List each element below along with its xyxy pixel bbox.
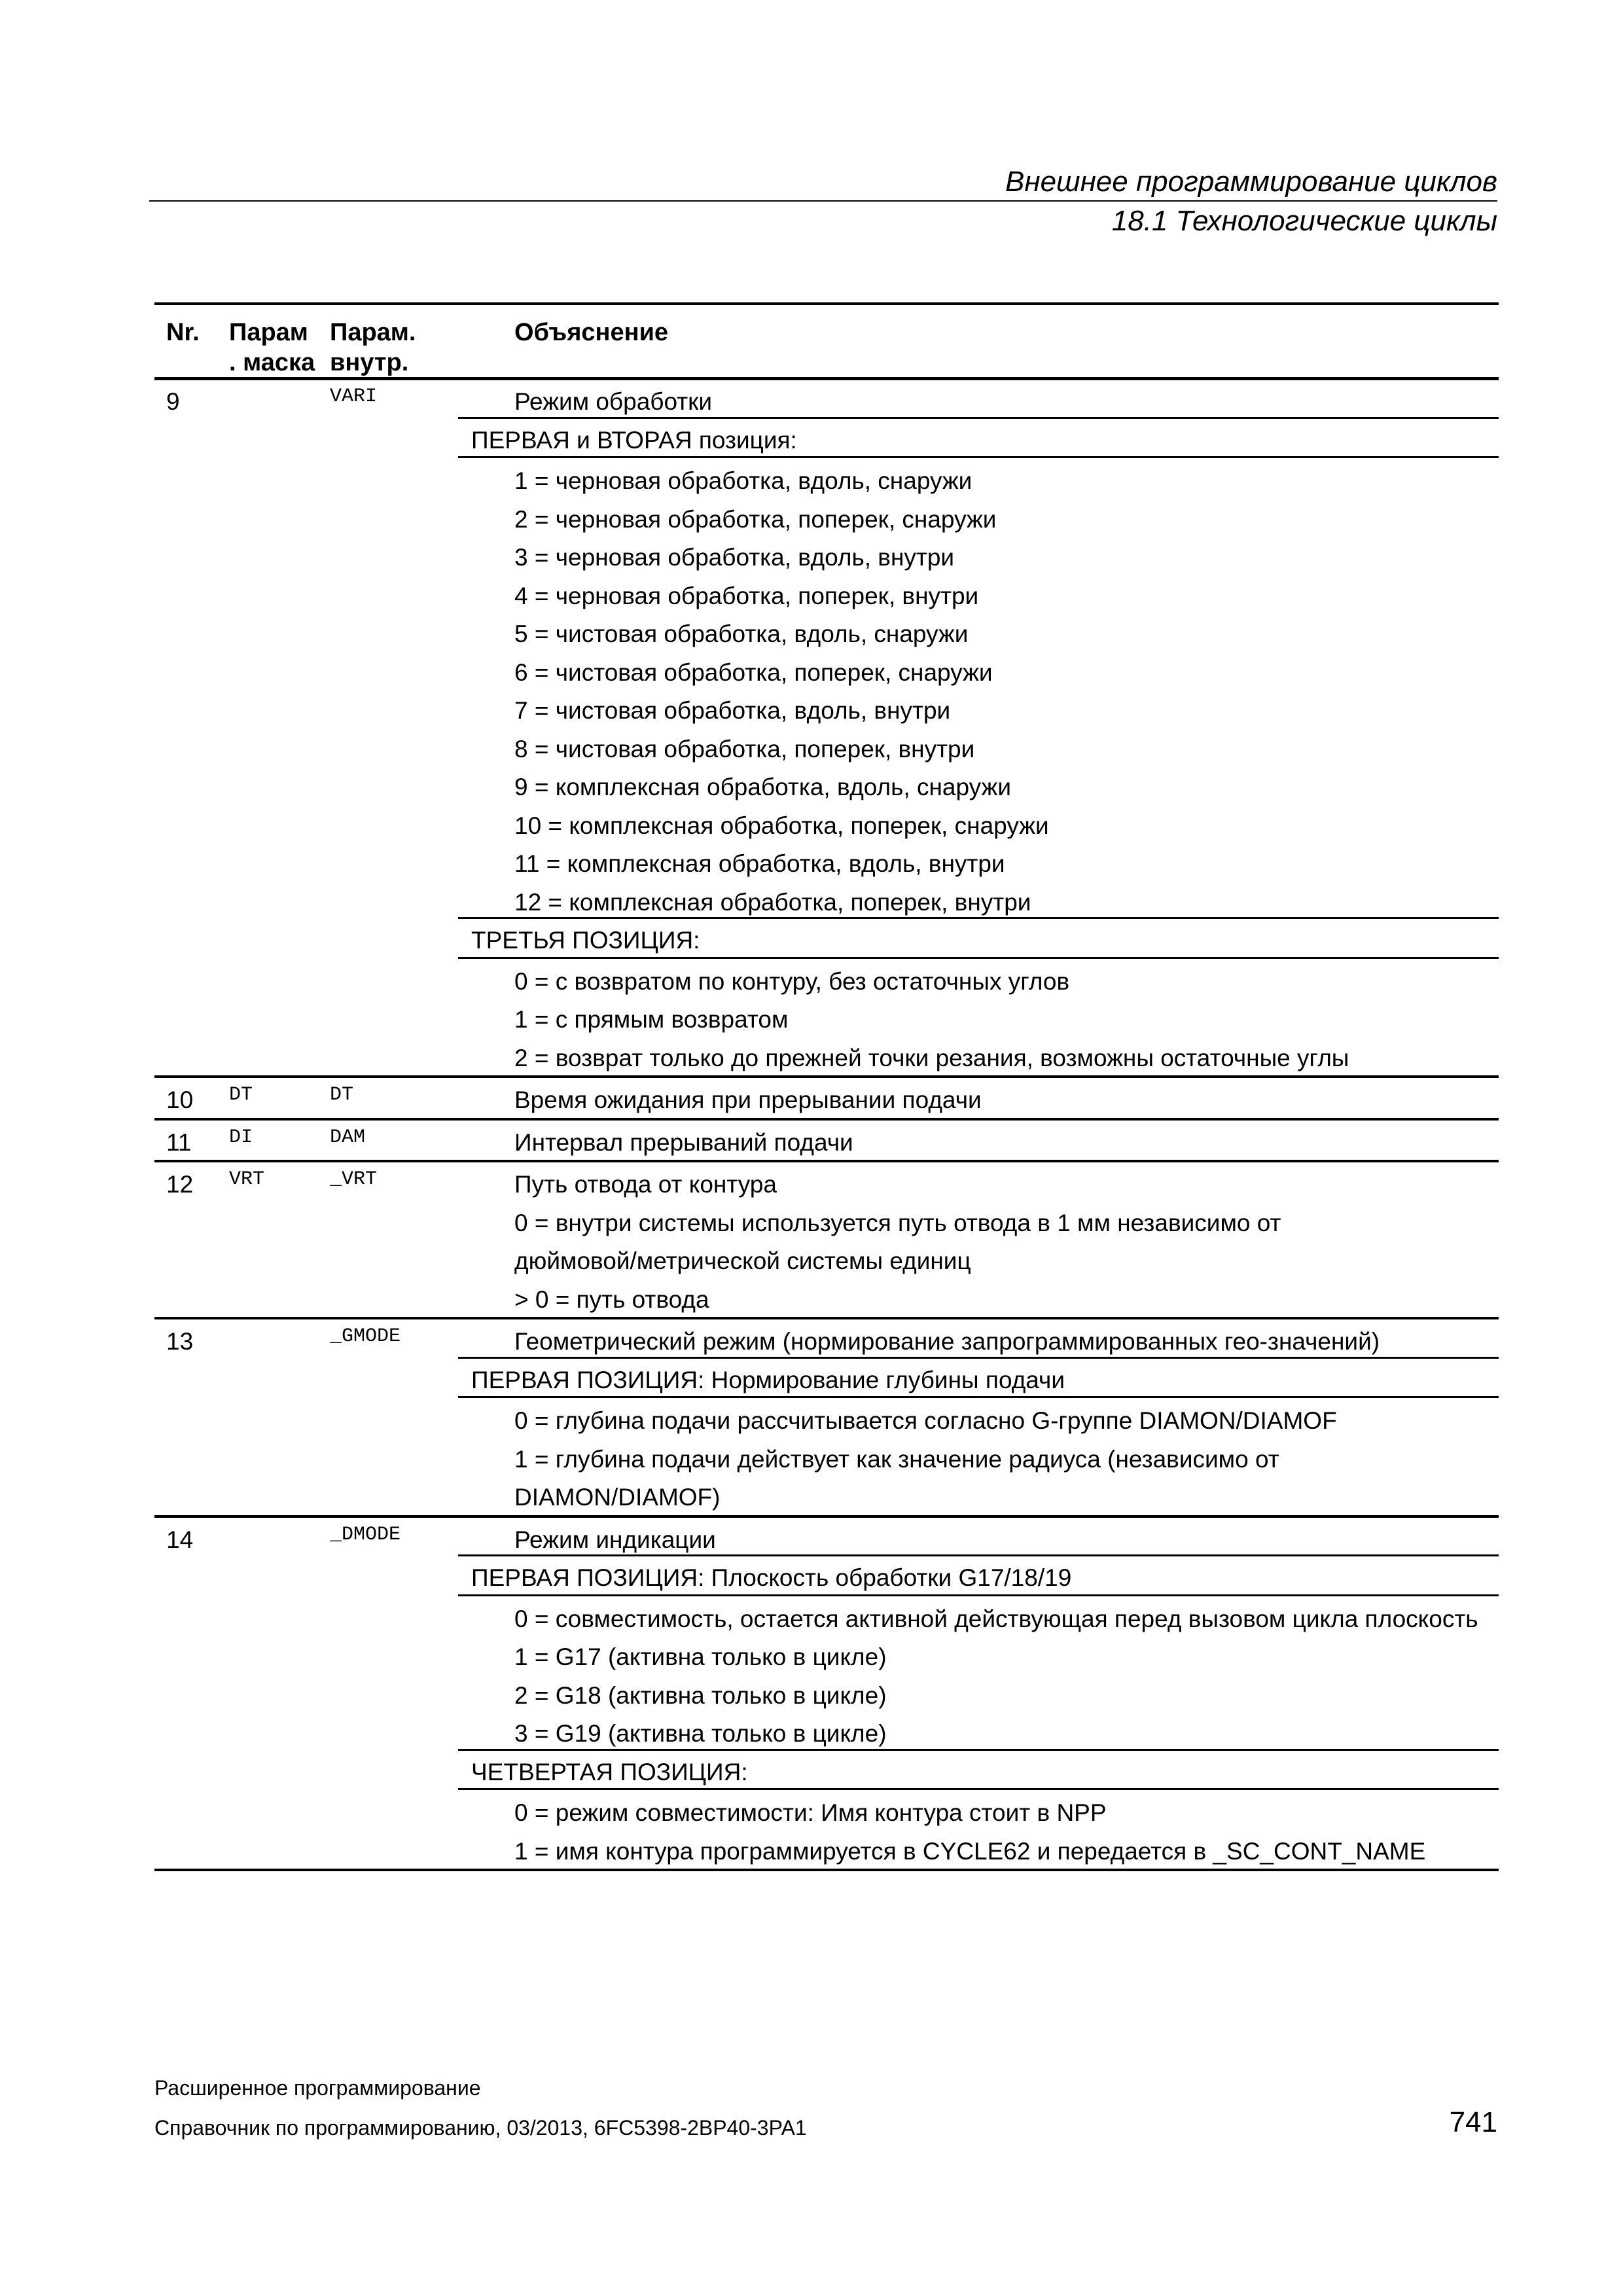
col-header-mask-line2: . маска	[229, 349, 315, 376]
header-rule	[149, 200, 1497, 202]
section-title: 18.1 Технологические циклы	[1111, 205, 1497, 237]
col-header-mask-line1: Парам	[229, 319, 308, 346]
option-item: 0 = глубина подачи рассчитывается согласно G-группе DIAMON/DIAMOF	[514, 1407, 1337, 1434]
option-item: 1 = глубина подачи действует как значение радиуса (независимо от	[514, 1445, 1279, 1473]
param-number: 12	[166, 1171, 194, 1198]
table-header-rule	[154, 377, 1499, 380]
param-internal-name: _VRT	[330, 1168, 378, 1191]
col-header-nr: Nr.	[166, 319, 200, 346]
option-item: 1 = G17 (активна только в цикле)	[514, 1643, 887, 1670]
option-item: 2 = черновая обработка, поперек, снаружи	[514, 505, 997, 533]
option-item: 0 = внутри системы используется путь отвода в 1 мм независимо от	[514, 1209, 1281, 1236]
param-internal-name: _DMODE	[330, 1523, 401, 1546]
param-internal-name: VARI	[330, 386, 378, 408]
row-rule	[154, 1515, 1499, 1518]
option-item: 5 = чистовая обработка, вдоль, снаружи	[514, 620, 969, 647]
option-item: 2 = G18 (активна только в цикле)	[514, 1681, 887, 1709]
option-item: 10 = комплексная обработка, поперек, снаружи	[514, 812, 1049, 839]
param-number: 9	[166, 388, 180, 415]
param-number: 10	[166, 1086, 194, 1113]
section-rule	[458, 957, 1499, 959]
parameter-description: Время ожидания при прерывании подачи	[514, 1086, 982, 1113]
param-internal-name: DT	[330, 1084, 354, 1106]
option-item: 6 = чистовая обработка, поперек, снаружи	[514, 658, 993, 686]
param-number: 14	[166, 1526, 194, 1553]
param-mask-name: DI	[229, 1126, 253, 1149]
row-rule	[154, 1118, 1499, 1121]
section-heading: ПЕРВАЯ ПОЗИЦИЯ: Плоскость обработки G17/18/19	[471, 1564, 1072, 1591]
section-heading: ПЕРВАЯ ПОЗИЦИЯ: Нормирование глубины подачи	[471, 1366, 1065, 1393]
parameter-description: Геометрический режим (нормирование запрограммированных гео-значений)	[514, 1328, 1380, 1355]
parameter-table	[154, 302, 1499, 1871]
section-rule	[458, 1594, 1499, 1596]
page-number: 741	[1449, 2106, 1497, 2138]
param-mask-name: DT	[229, 1084, 253, 1106]
chapter-title: Внешнее программирование циклов	[1005, 166, 1497, 198]
footer-book-title: Расширенное программирование	[154, 2076, 481, 2100]
option-item: 1 = имя контура программируется в CYCLE62 и передается в _SC_CONT_NAME	[514, 1837, 1426, 1865]
param-number: 11	[166, 1128, 192, 1156]
section-rule	[458, 417, 1499, 419]
section-rule	[458, 1749, 1499, 1751]
section-heading: ПЕРВАЯ и ВТОРАЯ позиция:	[471, 426, 797, 454]
option-item: > 0 = путь отвода	[514, 1285, 709, 1313]
option-item: дюймовой/метрической системы единиц	[514, 1247, 971, 1274]
parameter-description: Путь отвода от контура	[514, 1171, 777, 1198]
col-header-internal-line2: внутр.	[330, 349, 409, 376]
col-header-internal-line1: Парам.	[330, 319, 416, 346]
parameter-description: Интервал прерываний подачи	[514, 1128, 853, 1156]
param-internal-name: DAM	[330, 1126, 366, 1149]
section-heading: ЧЕТВЕРТАЯ ПОЗИЦИЯ:	[471, 1758, 748, 1785]
section-heading: ТРЕТЬЯ ПОЗИЦИЯ:	[471, 927, 700, 954]
table-top-rule	[154, 302, 1499, 305]
option-item: 8 = чистовая обработка, поперек, внутри	[514, 735, 975, 762]
option-item: 2 = возврат только до прежней точки резания, возможны остаточные углы	[514, 1044, 1349, 1071]
section-rule	[458, 917, 1499, 919]
param-internal-name: _GMODE	[330, 1325, 401, 1348]
option-item: DIAMON/DIAMOF)	[514, 1484, 721, 1511]
row-rule	[154, 1869, 1499, 1871]
option-item: 1 = с прямым возвратом	[514, 1006, 789, 1033]
col-header-explanation: Объяснение	[514, 319, 669, 346]
option-item: 3 = черновая обработка, вдоль, внутри	[514, 544, 955, 571]
param-number: 13	[166, 1328, 194, 1355]
section-rule	[458, 1788, 1499, 1790]
section-rule	[458, 1554, 1499, 1556]
option-item: 12 = комплексная обработка, поперек, внутри	[514, 888, 1031, 916]
parameter-description: Режим индикации	[514, 1526, 716, 1553]
option-item: 11 = комплексная обработка, вдоль, внутри	[514, 850, 1005, 877]
row-rule	[154, 1075, 1499, 1078]
option-item: 7 = чистовая обработка, вдоль, внутри	[514, 697, 951, 724]
parameter-description: Режим обработки	[514, 388, 713, 415]
option-item: 1 = черновая обработка, вдоль, снаружи	[514, 467, 972, 494]
param-mask-name: VRT	[229, 1168, 265, 1191]
row-rule	[154, 1317, 1499, 1319]
option-item: 3 = G19 (активна только в цикле)	[514, 1720, 887, 1747]
option-item: 9 = комплексная обработка, вдоль, снаружи	[514, 774, 1011, 800]
option-item: 0 = с возвратом по контуру, без остаточных углов	[514, 967, 1070, 995]
option-item: 0 = режим совместимости: Имя контура стоит в NPP	[514, 1799, 1107, 1826]
option-item: 4 = черновая обработка, поперек, внутри	[514, 582, 979, 609]
option-item: 0 = совместимость, остается активной действующая перед вызовом цикла плоскость	[514, 1605, 1478, 1632]
footer-manual-info: Справочник по программированию, 03/2013, 6FC5398-2BP40-3PA1	[154, 2116, 807, 2140]
section-rule	[458, 456, 1499, 458]
row-rule	[154, 1160, 1499, 1162]
section-rule	[458, 1357, 1499, 1359]
section-rule	[458, 1396, 1499, 1398]
